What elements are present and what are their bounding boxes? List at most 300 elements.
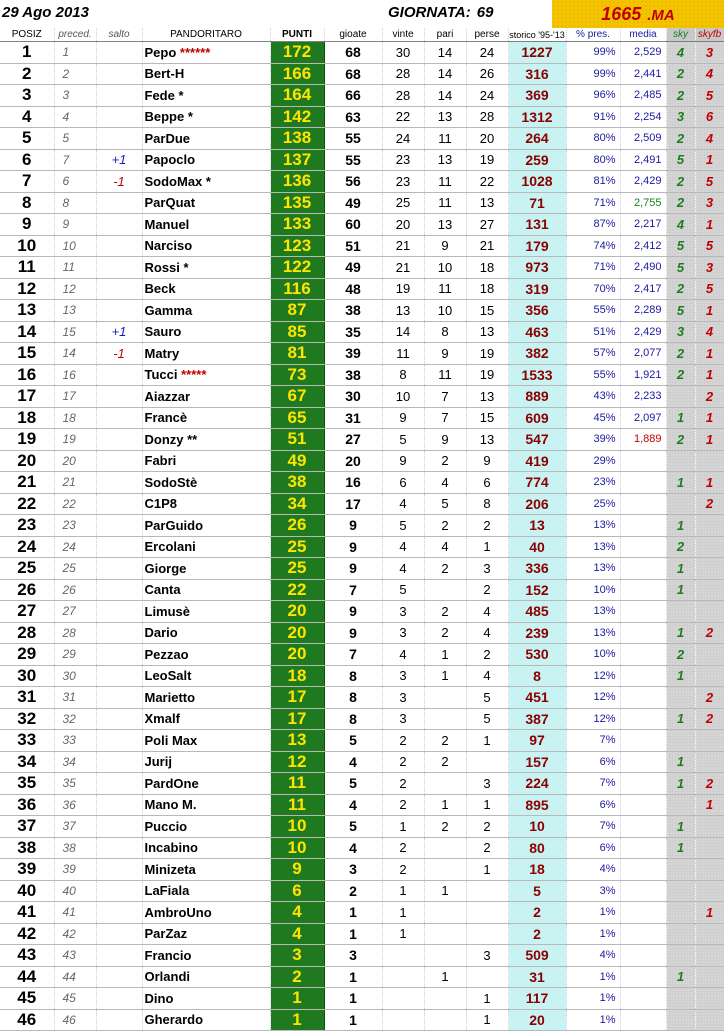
player-name-text: Xmalf xyxy=(144,711,180,727)
lost: 3 xyxy=(466,773,508,795)
position-change: -1 xyxy=(96,171,142,193)
presence-percent: 12% xyxy=(566,687,620,709)
player-name-text: C1P8 xyxy=(144,496,178,512)
player-name xyxy=(142,515,270,537)
sky-count: 1 xyxy=(666,515,695,537)
player-name-text: Beck xyxy=(144,281,176,297)
position-change xyxy=(96,880,142,902)
position: 30 xyxy=(0,665,54,687)
position-change xyxy=(96,450,142,472)
player-name xyxy=(142,149,270,171)
player-name-text: Papoclo xyxy=(144,152,196,168)
table-row xyxy=(0,493,724,515)
points: 85 xyxy=(270,321,324,343)
standings-body xyxy=(0,42,724,1031)
won: 4 xyxy=(382,558,424,580)
skyfb-count: 1 xyxy=(695,300,724,322)
player-name xyxy=(142,85,270,107)
points: 51 xyxy=(270,429,324,451)
won: 21 xyxy=(382,235,424,257)
position-change xyxy=(96,364,142,386)
average xyxy=(620,794,666,816)
skyfb-count xyxy=(695,579,724,601)
average xyxy=(620,730,666,752)
sky-count: 1 xyxy=(666,966,695,988)
table-row xyxy=(0,923,724,945)
played: 1 xyxy=(324,1009,382,1031)
matchday xyxy=(388,4,493,21)
position: 9 xyxy=(0,214,54,236)
position-change xyxy=(96,794,142,816)
skyfb-count: 5 xyxy=(695,85,724,107)
position-change xyxy=(96,472,142,494)
player-name xyxy=(142,880,270,902)
drawn: 13 xyxy=(424,214,466,236)
average xyxy=(620,1009,666,1031)
drawn: 9 xyxy=(424,343,466,365)
historic-total: 71 xyxy=(508,192,566,214)
historic-total: 31 xyxy=(508,966,566,988)
points: 11 xyxy=(270,773,324,795)
lost: 19 xyxy=(466,343,508,365)
position: 4 xyxy=(0,106,54,128)
played: 66 xyxy=(324,85,382,107)
player-name xyxy=(142,794,270,816)
sky-count: 2 xyxy=(666,63,695,85)
previous-position: 27 xyxy=(54,601,96,623)
drawn: 7 xyxy=(424,386,466,408)
sky-count xyxy=(666,1009,695,1031)
table-row xyxy=(0,859,724,881)
table-row xyxy=(0,85,724,107)
skyfb-count xyxy=(695,515,724,537)
presence-percent: 4% xyxy=(566,945,620,967)
average xyxy=(620,665,666,687)
average xyxy=(620,751,666,773)
drawn: 2 xyxy=(424,558,466,580)
table-row xyxy=(0,558,724,580)
lost: 1 xyxy=(466,794,508,816)
player-name-text: Donzy ** xyxy=(144,431,198,447)
player-name xyxy=(142,579,270,601)
skyfb-count: 1 xyxy=(695,472,724,494)
skyfb-count xyxy=(695,837,724,859)
previous-position: 15 xyxy=(54,321,96,343)
drawn: 13 xyxy=(424,149,466,171)
previous-position: 25 xyxy=(54,558,96,580)
col-vinte: vinte xyxy=(382,28,424,42)
previous-position: 7 xyxy=(54,149,96,171)
skyfb-count xyxy=(695,988,724,1010)
average xyxy=(620,493,666,515)
position-change xyxy=(96,945,142,967)
player-name-text: SodoMax * xyxy=(144,173,211,189)
table-row xyxy=(0,42,724,64)
skyfb-count: 1 xyxy=(695,343,724,365)
lost: 15 xyxy=(466,300,508,322)
position-change xyxy=(96,644,142,666)
drawn: 10 xyxy=(424,257,466,279)
table-row xyxy=(0,321,724,343)
played: 35 xyxy=(324,321,382,343)
won: 5 xyxy=(382,515,424,537)
points: 20 xyxy=(270,601,324,623)
standings-table xyxy=(0,28,724,1031)
skyfb-count: 5 xyxy=(695,235,724,257)
previous-position: 10 xyxy=(54,235,96,257)
played: 1 xyxy=(324,988,382,1010)
points: 133 xyxy=(270,214,324,236)
player-name-text: ParZaz xyxy=(144,926,188,942)
player-name-text: Minizeta xyxy=(144,861,196,877)
skyfb-count xyxy=(695,558,724,580)
skyfb-count xyxy=(695,601,724,623)
col-posiz: POSIZ xyxy=(0,28,54,42)
won xyxy=(382,966,424,988)
sky-count xyxy=(666,601,695,623)
played: 3 xyxy=(324,859,382,881)
played: 20 xyxy=(324,450,382,472)
played: 5 xyxy=(324,773,382,795)
lost: 20 xyxy=(466,128,508,150)
average: 1,921 xyxy=(620,364,666,386)
position: 42 xyxy=(0,923,54,945)
position-change xyxy=(96,515,142,537)
points: 25 xyxy=(270,558,324,580)
historic-total: 419 xyxy=(508,450,566,472)
matchday-number: 69 xyxy=(476,4,494,21)
drawn: 2 xyxy=(424,816,466,838)
played: 49 xyxy=(324,192,382,214)
player-name xyxy=(142,837,270,859)
presence-percent: 6% xyxy=(566,794,620,816)
presence-percent: 13% xyxy=(566,558,620,580)
sky-count: 2 xyxy=(666,343,695,365)
player-name xyxy=(142,300,270,322)
sky-count xyxy=(666,945,695,967)
table-row xyxy=(0,536,724,558)
position: 25 xyxy=(0,558,54,580)
points: 1 xyxy=(270,1009,324,1031)
average xyxy=(620,536,666,558)
played: 38 xyxy=(324,364,382,386)
position-change xyxy=(96,988,142,1010)
position: 40 xyxy=(0,880,54,902)
table-row xyxy=(0,708,724,730)
col-perc: % pres. xyxy=(566,28,620,42)
col-preced: preced. xyxy=(54,28,96,42)
sky-count: 1 xyxy=(666,579,695,601)
points: 13 xyxy=(270,730,324,752)
drawn: 2 xyxy=(424,751,466,773)
lost xyxy=(466,966,508,988)
previous-position: 2 xyxy=(54,63,96,85)
position: 2 xyxy=(0,63,54,85)
points: 135 xyxy=(270,192,324,214)
position-change xyxy=(96,966,142,988)
average: 2,529 xyxy=(620,42,666,64)
sky-count: 2 xyxy=(666,364,695,386)
previous-position: 37 xyxy=(54,816,96,838)
position: 33 xyxy=(0,730,54,752)
played: 1 xyxy=(324,966,382,988)
won: 4 xyxy=(382,536,424,558)
player-name-text: ParQuat xyxy=(144,195,196,211)
drawn xyxy=(424,923,466,945)
won: 8 xyxy=(382,364,424,386)
sky-count xyxy=(666,493,695,515)
player-name-text: Narciso xyxy=(144,238,193,254)
played: 9 xyxy=(324,601,382,623)
points: 4 xyxy=(270,923,324,945)
historic-total: 179 xyxy=(508,235,566,257)
played: 7 xyxy=(324,579,382,601)
skyfb-count: 5 xyxy=(695,278,724,300)
presence-percent: 7% xyxy=(566,816,620,838)
skyfb-count: 1 xyxy=(695,429,724,451)
table-row xyxy=(0,988,724,1010)
lost xyxy=(466,751,508,773)
player-name-text: Puccio xyxy=(144,818,188,834)
skyfb-count: 4 xyxy=(695,128,724,150)
sky-count: 5 xyxy=(666,257,695,279)
position-change xyxy=(96,235,142,257)
presence-percent: 1% xyxy=(566,966,620,988)
historic-total: 259 xyxy=(508,149,566,171)
table-row xyxy=(0,257,724,279)
drawn: 2 xyxy=(424,601,466,623)
presence-percent: 6% xyxy=(566,751,620,773)
position-change xyxy=(96,601,142,623)
drawn: 8 xyxy=(424,321,466,343)
position: 39 xyxy=(0,859,54,881)
previous-position: 17 xyxy=(54,386,96,408)
points: 116 xyxy=(270,278,324,300)
historic-total: 530 xyxy=(508,644,566,666)
position: 27 xyxy=(0,601,54,623)
historic-total: 80 xyxy=(508,837,566,859)
position-change xyxy=(96,816,142,838)
sky-count: 1 xyxy=(666,816,695,838)
position: 32 xyxy=(0,708,54,730)
table-row xyxy=(0,192,724,214)
presence-percent: 25% xyxy=(566,493,620,515)
played: 49 xyxy=(324,257,382,279)
historic-total: 131 xyxy=(508,214,566,236)
lost: 1 xyxy=(466,536,508,558)
lost: 22 xyxy=(466,171,508,193)
previous-position: 43 xyxy=(54,945,96,967)
player-name-text: Canta xyxy=(144,582,181,598)
position: 11 xyxy=(0,257,54,279)
player-name xyxy=(142,708,270,730)
col-media: media xyxy=(620,28,666,42)
sky-count: 1 xyxy=(666,622,695,644)
points: 10 xyxy=(270,816,324,838)
player-name xyxy=(142,128,270,150)
played: 8 xyxy=(324,665,382,687)
table-row xyxy=(0,902,724,924)
played: 4 xyxy=(324,837,382,859)
skyfb-count: 2 xyxy=(695,622,724,644)
player-name xyxy=(142,472,270,494)
position: 37 xyxy=(0,816,54,838)
historic-total: 369 xyxy=(508,85,566,107)
previous-position: 46 xyxy=(54,1009,96,1031)
historic-total: 2 xyxy=(508,902,566,924)
ma-value: 1665 xyxy=(601,4,642,24)
previous-position: 8 xyxy=(54,192,96,214)
average xyxy=(620,880,666,902)
skyfb-count: 2 xyxy=(695,493,724,515)
points: 122 xyxy=(270,257,324,279)
previous-position: 38 xyxy=(54,837,96,859)
lost: 28 xyxy=(466,106,508,128)
presence-percent: 4% xyxy=(566,859,620,881)
won: 19 xyxy=(382,278,424,300)
position: 16 xyxy=(0,364,54,386)
average: 2,429 xyxy=(620,171,666,193)
presence-percent: 13% xyxy=(566,536,620,558)
historic-total: 20 xyxy=(508,1009,566,1031)
average xyxy=(620,450,666,472)
average: 1,889 xyxy=(620,429,666,451)
drawn: 11 xyxy=(424,278,466,300)
average xyxy=(620,773,666,795)
won xyxy=(382,988,424,1010)
historic-total: 316 xyxy=(508,63,566,85)
table-row xyxy=(0,106,724,128)
skyfb-count xyxy=(695,859,724,881)
average xyxy=(620,515,666,537)
lost: 19 xyxy=(466,149,508,171)
previous-position: 22 xyxy=(54,493,96,515)
won: 2 xyxy=(382,837,424,859)
sky-count: 1 xyxy=(666,773,695,795)
average xyxy=(620,902,666,924)
position-change xyxy=(96,665,142,687)
won: 21 xyxy=(382,257,424,279)
points: 81 xyxy=(270,343,324,365)
drawn: 1 xyxy=(424,665,466,687)
lost: 2 xyxy=(466,837,508,859)
presence-percent: 1% xyxy=(566,923,620,945)
position-change: +1 xyxy=(96,321,142,343)
presence-percent: 96% xyxy=(566,85,620,107)
position: 7 xyxy=(0,171,54,193)
played: 9 xyxy=(324,622,382,644)
position-change xyxy=(96,558,142,580)
historic-total: 224 xyxy=(508,773,566,795)
historic-total: 206 xyxy=(508,493,566,515)
drawn: 10 xyxy=(424,300,466,322)
player-name xyxy=(142,493,270,515)
won: 11 xyxy=(382,343,424,365)
player-name-text: SodoStè xyxy=(144,474,198,490)
player-name xyxy=(142,257,270,279)
previous-position: 5 xyxy=(54,128,96,150)
position: 21 xyxy=(0,472,54,494)
drawn xyxy=(424,859,466,881)
average xyxy=(620,923,666,945)
drawn xyxy=(424,1009,466,1031)
skyfb-count: 3 xyxy=(695,192,724,214)
played: 48 xyxy=(324,278,382,300)
position: 35 xyxy=(0,773,54,795)
historic-total: 10 xyxy=(508,816,566,838)
points: 20 xyxy=(270,644,324,666)
col-sky: sky xyxy=(666,28,695,42)
skyfb-count: 3 xyxy=(695,42,724,64)
player-name-text: Limusè xyxy=(144,603,191,619)
table-row xyxy=(0,450,724,472)
position-change xyxy=(96,128,142,150)
presence-percent: 71% xyxy=(566,192,620,214)
lost: 2 xyxy=(466,644,508,666)
won: 5 xyxy=(382,429,424,451)
player-name-text: Aiazzar xyxy=(144,388,191,404)
played: 39 xyxy=(324,343,382,365)
historic-total: 547 xyxy=(508,429,566,451)
historic-total: 774 xyxy=(508,472,566,494)
table-row xyxy=(0,579,724,601)
player-name-text: Manuel xyxy=(144,216,190,232)
drawn: 4 xyxy=(424,536,466,558)
played: 4 xyxy=(324,751,382,773)
position-change xyxy=(96,214,142,236)
skyfb-count xyxy=(695,644,724,666)
previous-position: 35 xyxy=(54,773,96,795)
points: 10 xyxy=(270,837,324,859)
player-name xyxy=(142,558,270,580)
historic-total: 239 xyxy=(508,622,566,644)
position: 15 xyxy=(0,343,54,365)
points: 20 xyxy=(270,622,324,644)
won: 9 xyxy=(382,407,424,429)
drawn: 11 xyxy=(424,128,466,150)
won: 2 xyxy=(382,773,424,795)
position: 19 xyxy=(0,429,54,451)
sky-count: 4 xyxy=(666,214,695,236)
historic-total: 1533 xyxy=(508,364,566,386)
player-name-text: LaFiala xyxy=(144,883,190,899)
table-row xyxy=(0,63,724,85)
average: 2,491 xyxy=(620,149,666,171)
skyfb-count xyxy=(695,880,724,902)
position: 13 xyxy=(0,300,54,322)
average xyxy=(620,816,666,838)
historic-total: 18 xyxy=(508,859,566,881)
position-change xyxy=(96,730,142,752)
previous-position: 21 xyxy=(54,472,96,494)
sky-count: 1 xyxy=(666,708,695,730)
played: 9 xyxy=(324,515,382,537)
points: 49 xyxy=(270,450,324,472)
presence-percent: 10% xyxy=(566,644,620,666)
presence-percent: 23% xyxy=(566,472,620,494)
played: 4 xyxy=(324,794,382,816)
table-row xyxy=(0,128,724,150)
historic-total: 97 xyxy=(508,730,566,752)
sky-count xyxy=(666,687,695,709)
sky-count: 1 xyxy=(666,665,695,687)
skyfb-count: 2 xyxy=(695,386,724,408)
table-row xyxy=(0,751,724,773)
previous-position: 33 xyxy=(54,730,96,752)
drawn xyxy=(424,708,466,730)
drawn: 1 xyxy=(424,644,466,666)
player-name-text: Ercolani xyxy=(144,539,196,555)
